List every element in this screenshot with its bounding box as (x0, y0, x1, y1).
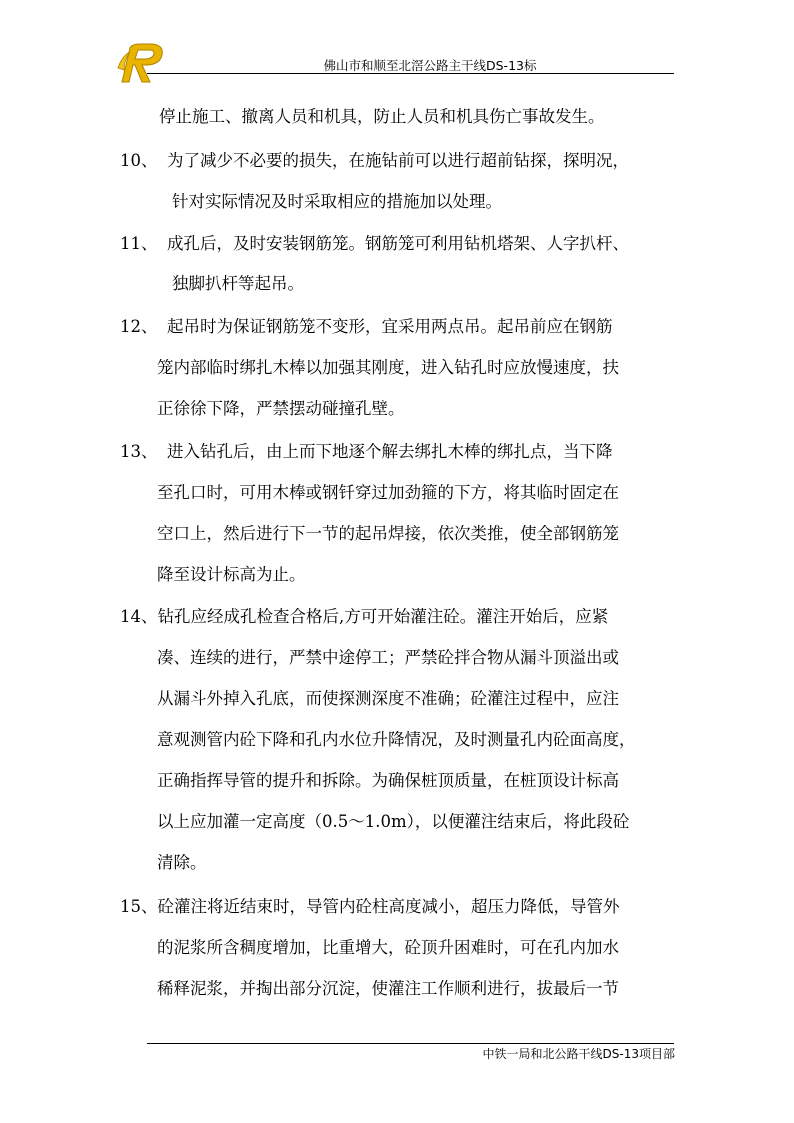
body-line: 意观测管内砼下降和孔内水位升降情况，及时测量孔内砼面高度， (157, 730, 636, 749)
header-divider (147, 73, 674, 74)
body-line: 成孔后，及时安装钢筋笼。钢筋笼可利用钻机塔架、人字扒杆、 (167, 234, 629, 253)
item-number: 12、 (120, 317, 158, 336)
body-line: 14、钻孔应经成孔检查合格后,方可开始灌注砼。灌注开始后，应紧 (120, 607, 609, 626)
body-line: 凑、连续的进行，严禁中途停工；严禁砼拌合物从漏斗顶溢出或 (157, 648, 619, 667)
item-number: 13、 (120, 442, 158, 461)
item-number: 10、 (120, 151, 158, 170)
body-line: 15、砼灌注将近结束时，导管内砼柱高度减小，超压力降低，导管外 (120, 897, 620, 916)
body-line: 为了减少不必要的损失，在施钻前可以进行超前钻探，探明况， (167, 151, 629, 170)
body-line: 降至设计标高为止。 (157, 565, 306, 584)
item-number: 11、 (120, 234, 158, 253)
header-title: 佛山市和顺至北滘公路主干线DS-13标 (323, 58, 537, 73)
footer-text: 中铁一局和北公路干线DS-13项目部 (482, 1047, 675, 1061)
body-line: 起吊时为保证钢筋笼不变形，宜采用两点吊。起吊前应在钢筋 (167, 317, 613, 336)
body-line: 停止施工、撤离人员和机具，防止人员和机具伤亡事故发生。 (159, 107, 605, 126)
body-line: 进入钻孔后，由上而下地逐个解去绑扎木棒的绑扎点，当下降 (167, 442, 613, 461)
body-line: 正确指挥导管的提升和拆除。为确保桩顶质量，在桩顶设计标高 (157, 771, 619, 790)
body-line: 笼内部临时绑扎木棒以加强其刚度，进入钻孔时应放慢速度，扶 (157, 358, 619, 377)
body-line: 正徐徐下降，严禁摆动碰撞孔壁。 (157, 399, 405, 418)
body-line: 独脚扒杆等起吊。 (172, 274, 304, 293)
body-line: 从漏斗外掉入孔底，而使探测深度不准确；砼灌注过程中，应注 (157, 689, 619, 708)
body-line: 以上应加灌一定高度（0.5～1.0m），以便灌注结束后，将此段砼 (157, 812, 630, 831)
body-line: 针对实际情况及时采取相应的措施加以处理。 (172, 192, 502, 211)
body-line: 至孔口时，可用木棒或钢钎穿过加劲箍的下方，将其临时固定在 (157, 483, 619, 502)
body-line: 稀释泥浆，并掏出部分沉淀，使灌注工作顺利进行，拔最后一节 (157, 979, 619, 998)
company-logo-icon (116, 42, 168, 84)
footer-divider (147, 1043, 674, 1044)
body-line: 空口上，然后进行下一节的起吊焊接，依次类推，使全部钢筋笼 (157, 524, 619, 543)
body-line: 清除。 (157, 853, 207, 872)
body-line: 的泥浆所含稠度增加，比重增大，砼顶升困难时，可在孔内加水 (157, 938, 619, 957)
